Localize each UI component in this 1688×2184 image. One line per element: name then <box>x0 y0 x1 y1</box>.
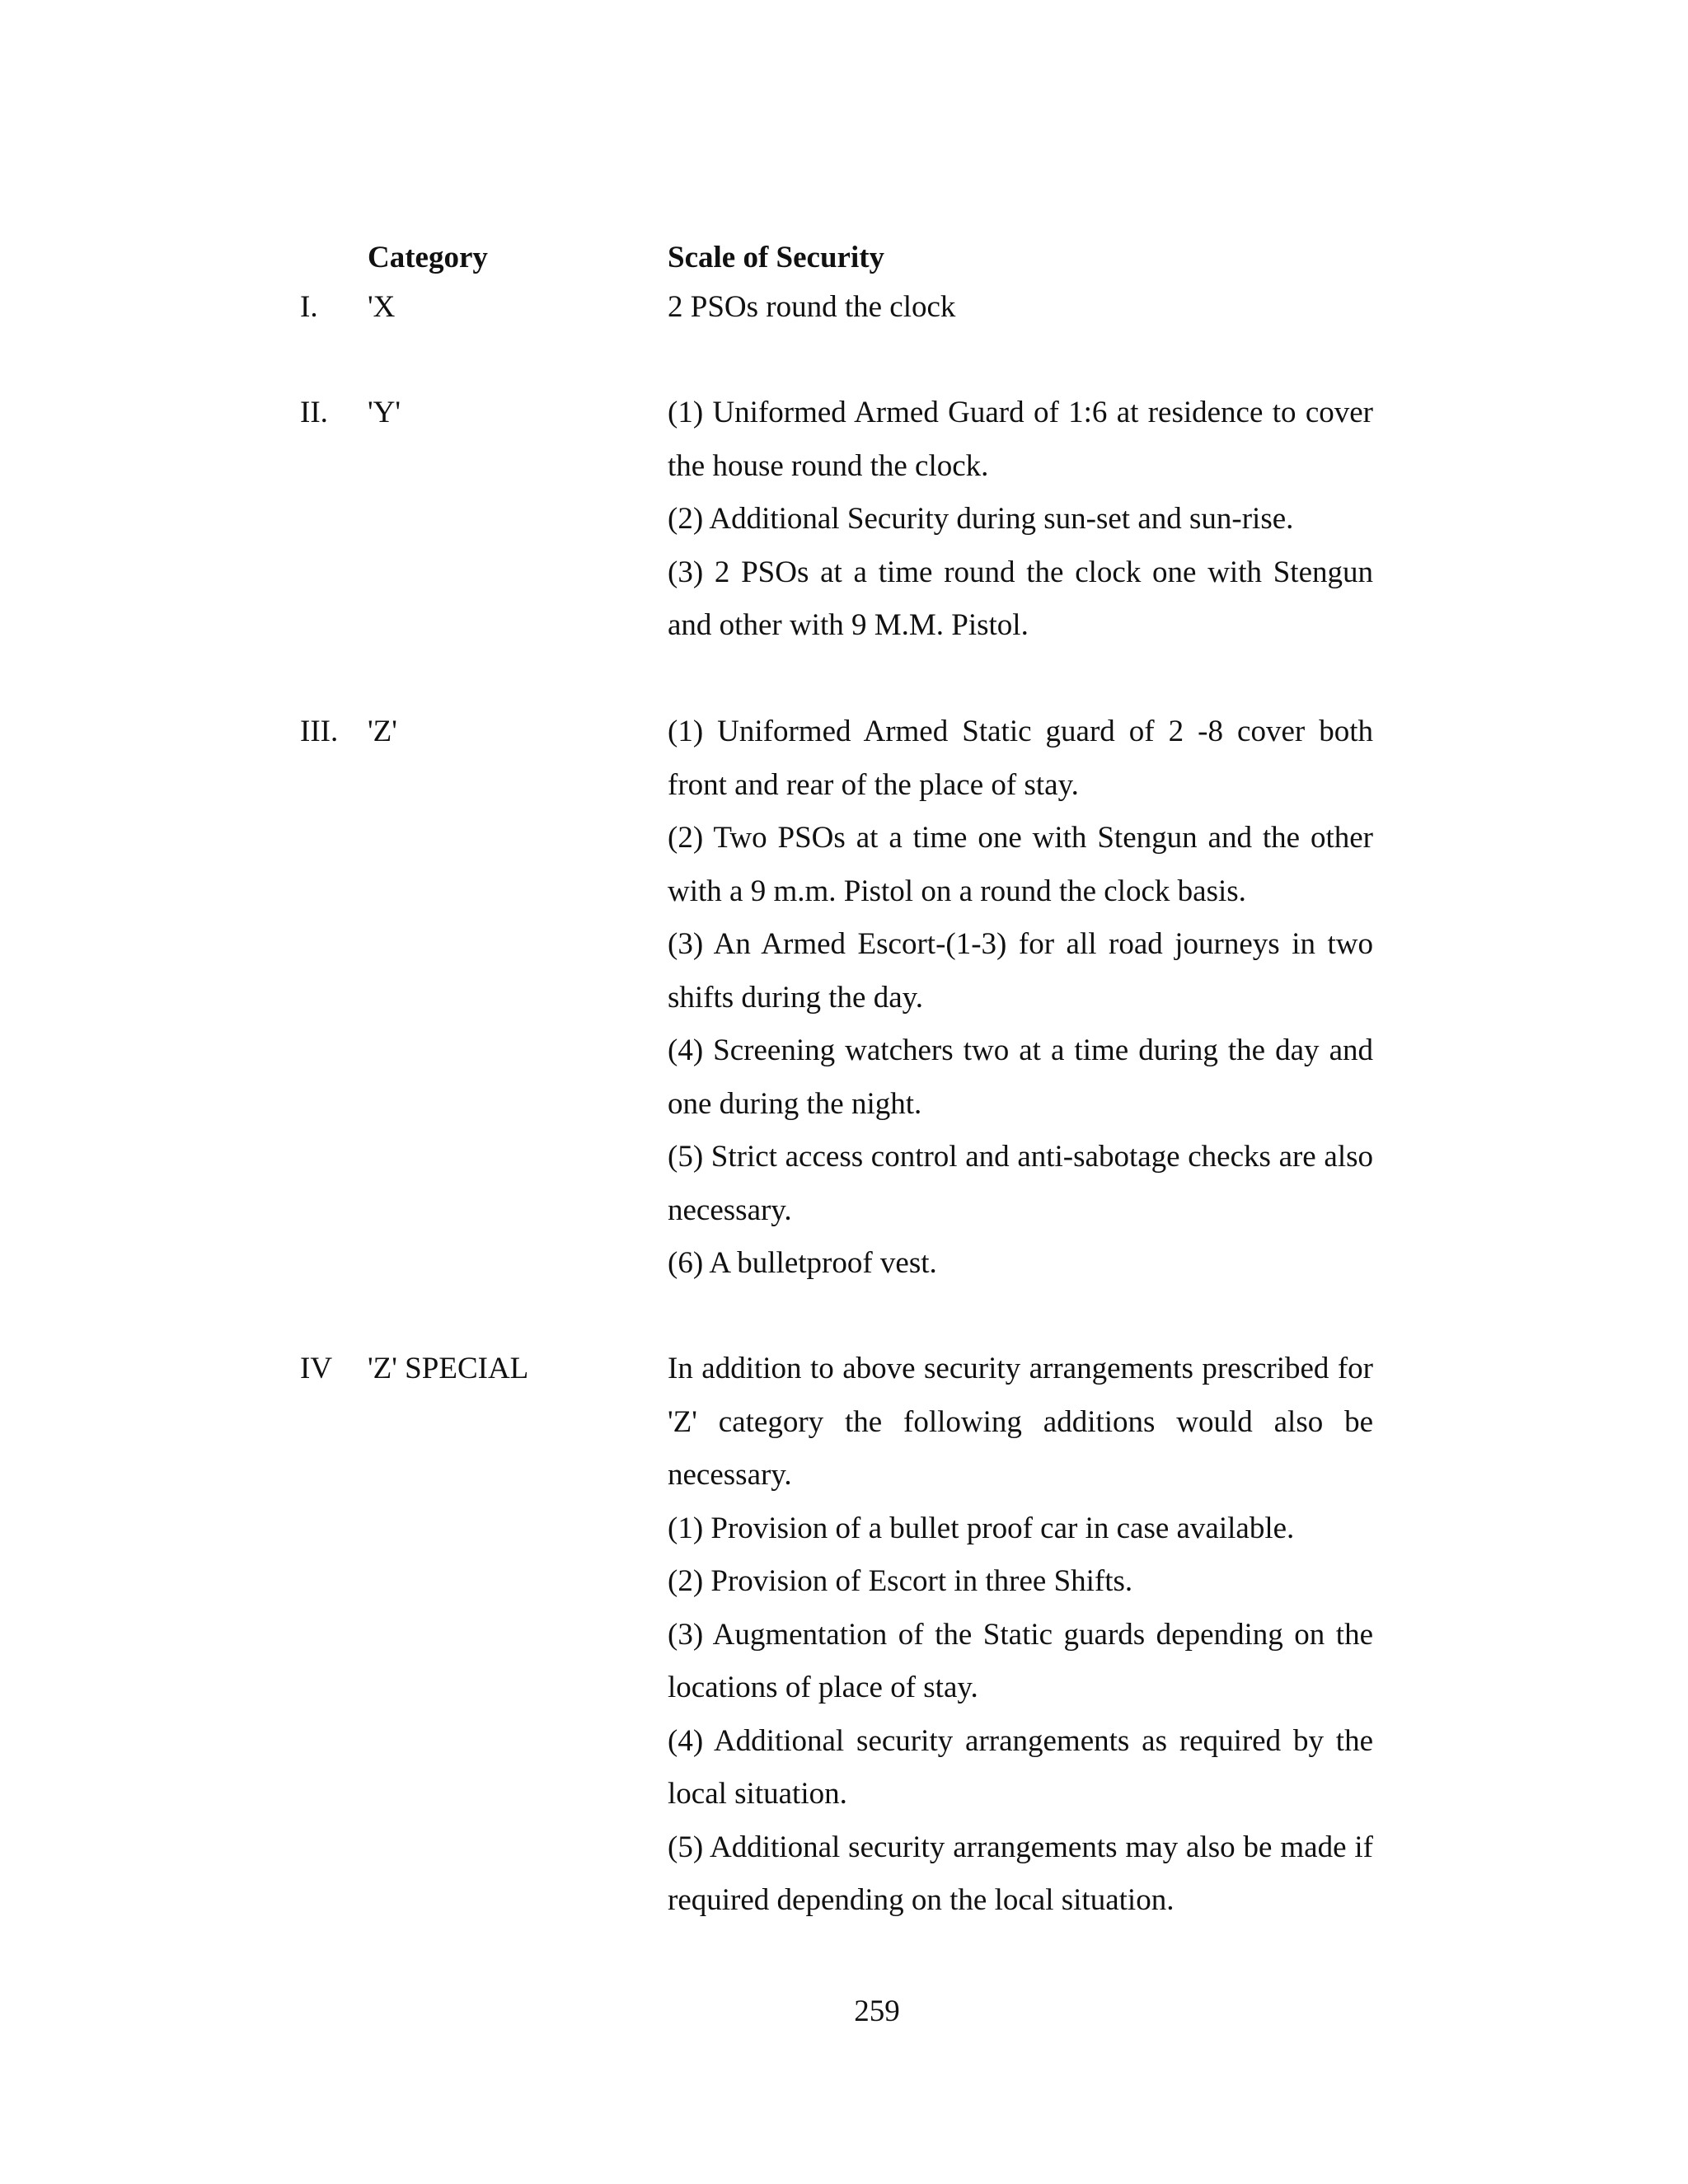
list-item: (2) Provision of Escort in three Shifts. <box>668 1564 1133 1598</box>
scale-of-security-heading: Scale of Security <box>668 241 885 274</box>
list-item: (1) Uniformed Armed Guard of 1:6 at residence to cover the house round the clock. <box>668 396 1373 483</box>
list-item: (4) Additional security arrangements as required by the local situation. <box>668 1723 1373 1811</box>
list-item: (5) Additional security arrangements may also be made if required depending on the local situation. <box>668 1830 1373 1917</box>
row-description <box>668 1343 1373 1928</box>
list-item: (3) An Armed Escort-(1-3) for all road journeys in two shifts during the day. <box>668 927 1373 1015</box>
row-category: 'Z' SPECIAL <box>368 1352 529 1385</box>
row-number: II. <box>300 396 328 429</box>
page-number: 259 <box>854 1994 900 2028</box>
list-item: (2) Additional Security during sun-set and sun-rise. <box>668 502 1294 536</box>
table-header <box>0 237 1688 279</box>
list-item: (3) Augmentation of the Static guards depending on the locations of place of stay. <box>668 1617 1373 1704</box>
list-item: 2 PSOs round the clock <box>668 290 956 324</box>
row-category: 'Y' <box>368 396 401 429</box>
row-description <box>668 387 1373 653</box>
list-item: (5) Strict access control and anti-sabotage checks are also necessary. <box>668 1140 1373 1227</box>
row-description <box>668 705 1373 1291</box>
row-category: 'Z' <box>368 715 397 748</box>
row-number: III. <box>300 715 339 748</box>
list-item: (1) Provision of a bullet proof car in case available. <box>668 1511 1295 1545</box>
list-item: (2) Two PSOs at a time one with Stengun and the other with a 9 m.m. Pistol on a round the clock basis. <box>668 821 1373 908</box>
row-number: I. <box>300 290 318 324</box>
list-item: (3) 2 PSOs at a time round the clock one with Stengun and other with 9 M.M. Pistol. <box>668 555 1373 642</box>
list-item: (6) A bulletproof vest. <box>668 1246 937 1280</box>
row-description <box>668 281 1373 335</box>
row-category: 'X <box>368 290 396 324</box>
list-item: In addition to above security arrangements prescribed for 'Z' category the following additions would also be necessary. <box>668 1352 1373 1492</box>
category-heading: Category <box>368 241 488 274</box>
list-item: (4) Screening watchers two at a time during the day and one during the night. <box>668 1033 1373 1121</box>
row-number: IV <box>300 1352 333 1385</box>
list-item: (1) Uniformed Armed Static guard of 2 -8 cover both front and rear of the place of stay. <box>668 715 1373 802</box>
